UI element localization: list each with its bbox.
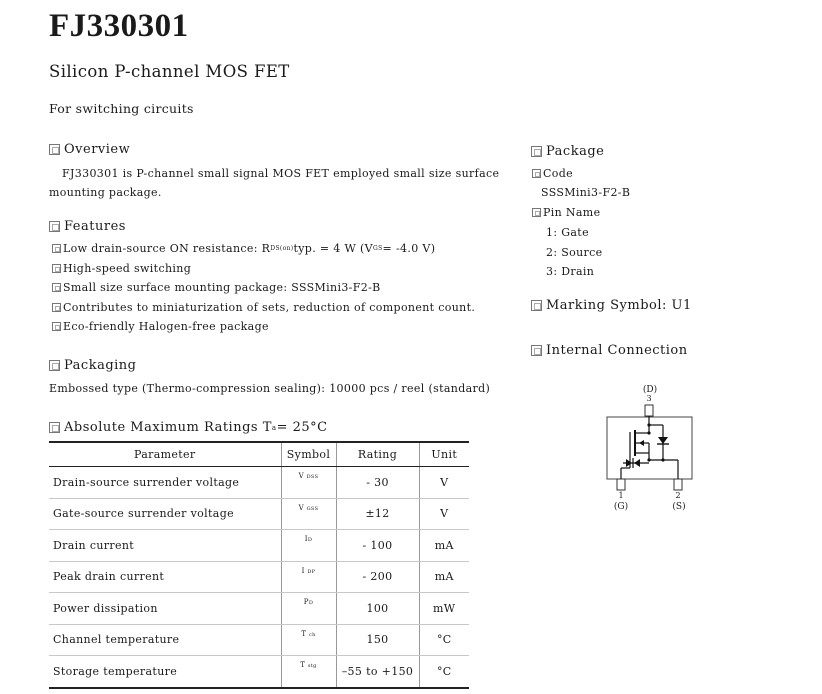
- column-header: Parameter: [49, 442, 281, 467]
- package-title: Package: [546, 144, 605, 159]
- item-bullet-icon: [532, 169, 541, 178]
- section-bullet-icon: [531, 146, 542, 157]
- features-heading: [49, 219, 126, 234]
- pin2-pad: [674, 479, 682, 490]
- feature-bullet-icon: [52, 283, 61, 292]
- feature-bullet-icon: [52, 244, 61, 253]
- packaging-heading: [49, 358, 137, 373]
- feature-text: Small size surface mounting package: SSSMini3-F2-B: [63, 281, 381, 294]
- package-heading: [531, 144, 604, 159]
- table-header-row: [49, 442, 469, 467]
- feature-item: [52, 262, 191, 275]
- unit-cell: V: [419, 467, 469, 499]
- source-label: (S): [672, 502, 686, 512]
- section-bullet-icon: [49, 221, 60, 232]
- application-tagline: For switching circuits: [49, 101, 194, 116]
- pin-item: 1: Gate: [546, 226, 589, 239]
- table-row: [49, 498, 469, 530]
- feature-item: [52, 301, 475, 314]
- feature-text: Contributes to miniaturization of sets, reduction of component count.: [63, 301, 476, 314]
- feature-bullet-icon: [52, 303, 61, 312]
- feature-bullet-icon: [52, 264, 61, 273]
- pin3-pad: [645, 405, 653, 416]
- pin3-number: 3: [646, 394, 652, 403]
- symbol-cell: V DSS: [281, 467, 336, 499]
- feature-item: [52, 242, 435, 255]
- pin-item: 2: Source: [546, 246, 603, 259]
- ratings-title-subscript: a: [271, 423, 277, 432]
- unit-cell: mA: [419, 561, 469, 593]
- rating-cell: ±12: [336, 498, 419, 530]
- code-label-text: Code: [543, 167, 573, 180]
- symbol-cell: PD: [281, 593, 336, 625]
- column-header: Rating: [336, 442, 419, 467]
- absolute-max-ratings-table: [49, 441, 469, 689]
- rating-cell: 150: [336, 624, 419, 656]
- feature-text: Eco-friendly Halogen-free package: [63, 320, 269, 333]
- section-bullet-icon: [49, 422, 60, 433]
- symbol-cell: I DP: [281, 561, 336, 593]
- rating-cell: - 100: [336, 530, 419, 562]
- pin-label-text: Pin Name: [543, 206, 601, 219]
- packaging-title: Packaging: [64, 358, 137, 373]
- device-subtitle: Silicon P-channel MOS FET: [49, 62, 290, 81]
- ratings-title: Absolute Maximum Ratings T: [64, 420, 272, 435]
- symbol-cell: T ch: [281, 624, 336, 656]
- unit-cell: V: [419, 498, 469, 530]
- drain-label: (D): [642, 385, 658, 395]
- parameter-cell: Gate-source surrender voltage: [49, 498, 281, 530]
- section-bullet-icon: [531, 300, 542, 311]
- internal-connection-diagram: [590, 378, 710, 514]
- feature-item: [52, 281, 381, 294]
- pin-name-label: [532, 206, 600, 219]
- overview-title: Overview: [64, 142, 131, 157]
- packaging-text: Embossed type (Thermo-compression sealing): 10000 pcs / reel (standard): [49, 382, 491, 395]
- item-bullet-icon: [532, 208, 541, 217]
- table-row: [49, 624, 469, 656]
- parameter-cell: Storage temperature: [49, 656, 281, 688]
- symbol-cell: V GSS: [281, 498, 336, 530]
- ratings-title-suffix: = 25°C: [276, 420, 328, 435]
- feature-item: [52, 320, 269, 333]
- parameter-cell: Peak drain current: [49, 561, 281, 593]
- unit-cell: °C: [419, 656, 469, 688]
- table-row: [49, 593, 469, 625]
- section-bullet-icon: [531, 345, 542, 356]
- table-row: [49, 561, 469, 593]
- feature-text: typ. = 4 W (V: [293, 242, 373, 255]
- symbol-cell: ID: [281, 530, 336, 562]
- column-header: Symbol: [281, 442, 336, 467]
- marking-symbol-text: Marking Symbol: U1: [546, 298, 692, 313]
- feature-bullet-icon: [52, 322, 61, 331]
- section-bullet-icon: [49, 360, 60, 371]
- unit-cell: mW: [419, 593, 469, 625]
- marking-heading: [531, 298, 692, 313]
- feature-subscript: GS: [372, 245, 383, 252]
- symbol-cell: T stg: [281, 656, 336, 688]
- part-number-title: FJ330301: [49, 8, 189, 44]
- section-bullet-icon: [49, 144, 60, 155]
- feature-subscript: DS(on): [270, 245, 294, 252]
- feature-text: = -4.0 V): [382, 242, 436, 255]
- table-row: [49, 530, 469, 562]
- column-header: Unit: [419, 442, 469, 467]
- internal-connection-heading: [531, 343, 688, 358]
- internal-connection-title: Internal Connection: [546, 343, 688, 358]
- feature-text: Low drain-source ON resistance: R: [63, 242, 271, 255]
- parameter-cell: Drain current: [49, 530, 281, 562]
- rating-cell: - 30: [336, 467, 419, 499]
- overview-text-line1: FJ330301 is P-channel small signal MOS FET employed small size surface: [62, 167, 500, 180]
- parameter-cell: Channel temperature: [49, 624, 281, 656]
- package-code-value: SSSMini3-F2-B: [541, 186, 631, 199]
- parameter-cell: Power dissipation: [49, 593, 281, 625]
- pin1-pad: [617, 479, 625, 490]
- overview-heading: [49, 142, 130, 157]
- pin1-number: 1: [618, 491, 624, 500]
- features-title: Features: [64, 219, 126, 234]
- gate-label: (G): [613, 502, 629, 512]
- table-row: [49, 467, 469, 499]
- rating-cell: –55 to +150: [336, 656, 419, 688]
- ratings-heading: [49, 420, 328, 435]
- unit-cell: °C: [419, 624, 469, 656]
- feature-text: High-speed switching: [63, 262, 192, 275]
- pin2-number: 2: [675, 491, 681, 500]
- overview-text-line2: mounting package.: [49, 186, 162, 199]
- rating-cell: 100: [336, 593, 419, 625]
- parameter-cell: Drain-source surrender voltage: [49, 467, 281, 499]
- pin-item: 3: Drain: [546, 265, 595, 278]
- unit-cell: mA: [419, 530, 469, 562]
- rating-cell: - 200: [336, 561, 419, 593]
- package-code-label: [532, 167, 573, 180]
- table-row: [49, 656, 469, 688]
